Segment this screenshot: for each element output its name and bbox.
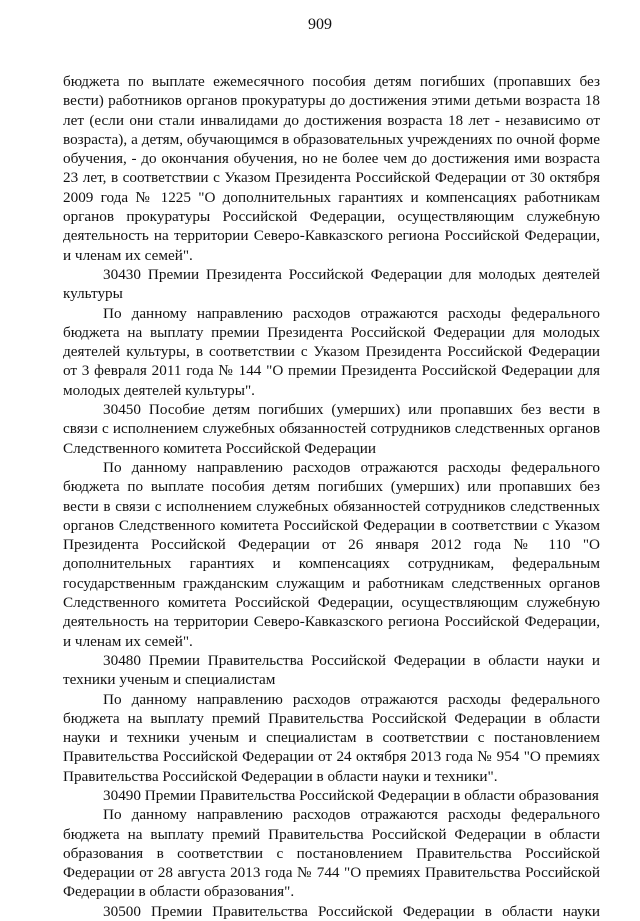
paragraph-30430: По данному направлению расходов отражаются расходы федерального бюджета на выплату премии Президента Российской Федерации для молодых деятелей культуры, в соответствии с Указом Президента Российской Федерации от 3 февраля 2011 года № 144 "О премии Президента Российской Федерации для молодых деятелей культуры". [63,304,600,399]
paragraph-continuation: бюджета по выплате ежемесячного пособия детям погибших (пропавших без вести) работников органов прокуратуры до достижения этими детьми возраста 18 лет (если они стали инвалидами до достижения возраста 18 лет - независимо от возраста), а детям, обучающимся в образовательных учреждениях по очной форме обучения, - до окончания обучения, но не более чем до достижения ими возраста 23 лет, в соответствии с Указом Президента Российской Федерации от 30 октября 2009 года № 1225 "О дополнительных гарантиях и компенсациях работникам органов прокуратуры Российской Федерации, осуществляющим служебную деятельность на территории Северо-Кавказского региона Российской Федерации, и членам их семей". [63,73,600,264]
heading-30480: 30480 Премии Правительства Российской Федерации в области науки и техники ученым и специалистам [63,651,600,689]
heading-30490: 30490 Премии Правительства Российской Федерации в области образования [103,786,599,804]
paragraph-30490: По данному направлению расходов отражаются расходы федерального бюджета на выплату премий Правительства Российской Федерации в области образования в соответствии с постановлением Правительства Российской Федерации от 28 августа 2013 года № 744 "О премиях Правительства Российской Федерации в области образования". [63,806,600,901]
document-body [63,72,600,921]
page-number: 909 [308,16,332,33]
heading-30450: 30450 Пособие детям погибших (умерших) или пропавших без вести в связи с исполнением служебных обязанностей сотрудников следственных органов Следственного комитета Российской Федерации [63,401,600,457]
paragraph-30480: По данному направлению расходов отражаются расходы федерального бюджета на выплату премий Правительства Российской Федерации в области науки и техники ученым и специалистам в соответствии с постановлением Правительства Российской Федерации от 24 октября 2013 года № 954 "О премиях Правительства Российской Федерации в области науки и техники". [63,690,600,785]
heading-30430: 30430 Премии Президента Российской Федерации для молодых деятелей культуры [63,265,600,303]
paragraph-30450: По данному направлению расходов отражаются расходы федерального бюджета по выплате пособия детям погибших (умерших) или пропавших без вести в связи с исполнением служебных обязанностей сотрудников следственных органов Следственного комитета Российской Федерации в соответствии с Указом Президента Российской Федерации от 26 января 2012 года № 110 "О дополнительных гарантиях и компенсациях сотрудникам, федеральным государственным гражданским служащим и работникам следственных органов Следственного комитета Российской Федерации, осуществляющим служебную деятельность на территории Северо-Кавказского региона Российской Федерации, и членам их семей". [63,458,600,650]
heading-30500: 30500 Премии Правительства Российской Федерации в области науки [103,902,600,920]
